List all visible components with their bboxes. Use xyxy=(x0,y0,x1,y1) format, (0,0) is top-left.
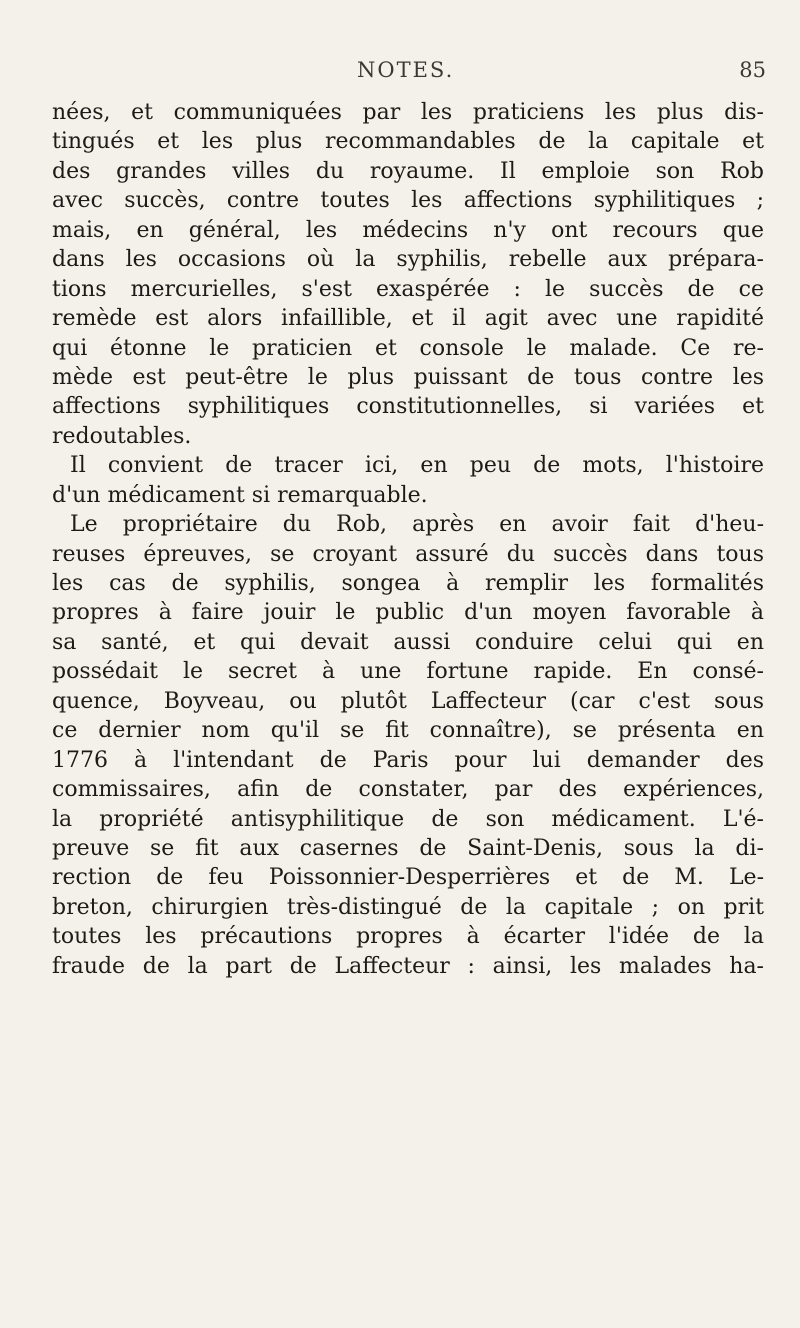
text-line: rection de feu Poissonnier-Desperrières et de M. Le- xyxy=(52,865,764,891)
text-line: tions mercurielles, s'est exaspérée : le succès de ce xyxy=(52,276,764,302)
text-line: commissaires, afin de constater, par des expériences, xyxy=(52,777,764,803)
text-line: redoutables. xyxy=(52,423,192,449)
text-line: reuses épreuves, se croyant assuré du succès dans tous xyxy=(52,541,764,567)
text-line: ce dernier nom qu'il se fit connaître), se présenta en xyxy=(52,718,764,744)
text-line: mais, en général, les médecins n'y ont recours que xyxy=(52,217,764,243)
text-line: breton, chirurgien très-distingué de la capitale ; on prit xyxy=(52,894,764,920)
text-body xyxy=(52,98,764,981)
text-line: dans les occasions où la syphilis, rebelle aux prépara- xyxy=(52,247,764,273)
text-line: possédait le secret à une fortune rapide. En consé- xyxy=(52,659,764,685)
text-line: nées, et communiquées par les praticiens les plus dis- xyxy=(52,100,764,125)
text-line: sa santé, et qui devait aussi conduire celui qui en xyxy=(52,629,764,655)
page-number: 85 xyxy=(739,58,766,82)
text-line: les cas de syphilis, songea à remplir les formalités xyxy=(52,571,764,596)
text-line: des grandes villes du royaume. Il emploie son Rob xyxy=(52,158,764,184)
text-line: 1776 à l'intendant de Paris pour lui demander des xyxy=(52,747,764,773)
running-head xyxy=(0,58,800,88)
text-line: fraude de la part de Laffecteur : ainsi, les malades ha- xyxy=(52,953,764,979)
text-line: tingués et les plus recommandables de la capitale et xyxy=(52,129,764,155)
text-line: mède est peut-être le plus puissant de tous contre les xyxy=(52,364,764,390)
text-line: propres à faire jouir le public d'un moyen favorable à xyxy=(52,600,764,626)
text-line: Le propriétaire du Rob, après en avoir fait d'heu- xyxy=(70,512,764,538)
text-line: avec succès, contre toutes les affections syphilitiques ; xyxy=(52,188,764,214)
text-line: preuve se fit aux casernes de Saint-Denis, sous la di- xyxy=(52,835,764,861)
text-line: la propriété antisyphilitique de son médicament. L'é- xyxy=(52,806,764,832)
text-line: d'un médicament si remarquable. xyxy=(52,482,428,508)
text-line: affections syphilitiques constitutionnelles, si variées et xyxy=(52,394,764,420)
text-line: Il convient de tracer ici, en peu de mots, l'histoire xyxy=(70,453,764,479)
text-line: quence, Boyveau, ou plutôt Laffecteur (car c'est sous xyxy=(52,688,764,714)
running-head-title: NOTES. xyxy=(357,58,455,82)
text-line: remède est alors infaillible, et il agit avec une rapidité xyxy=(52,306,764,332)
text-line: qui étonne le praticien et console le malade. Ce re- xyxy=(52,335,764,361)
text-line: toutes les précautions propres à écarter l'idée de la xyxy=(52,924,764,950)
